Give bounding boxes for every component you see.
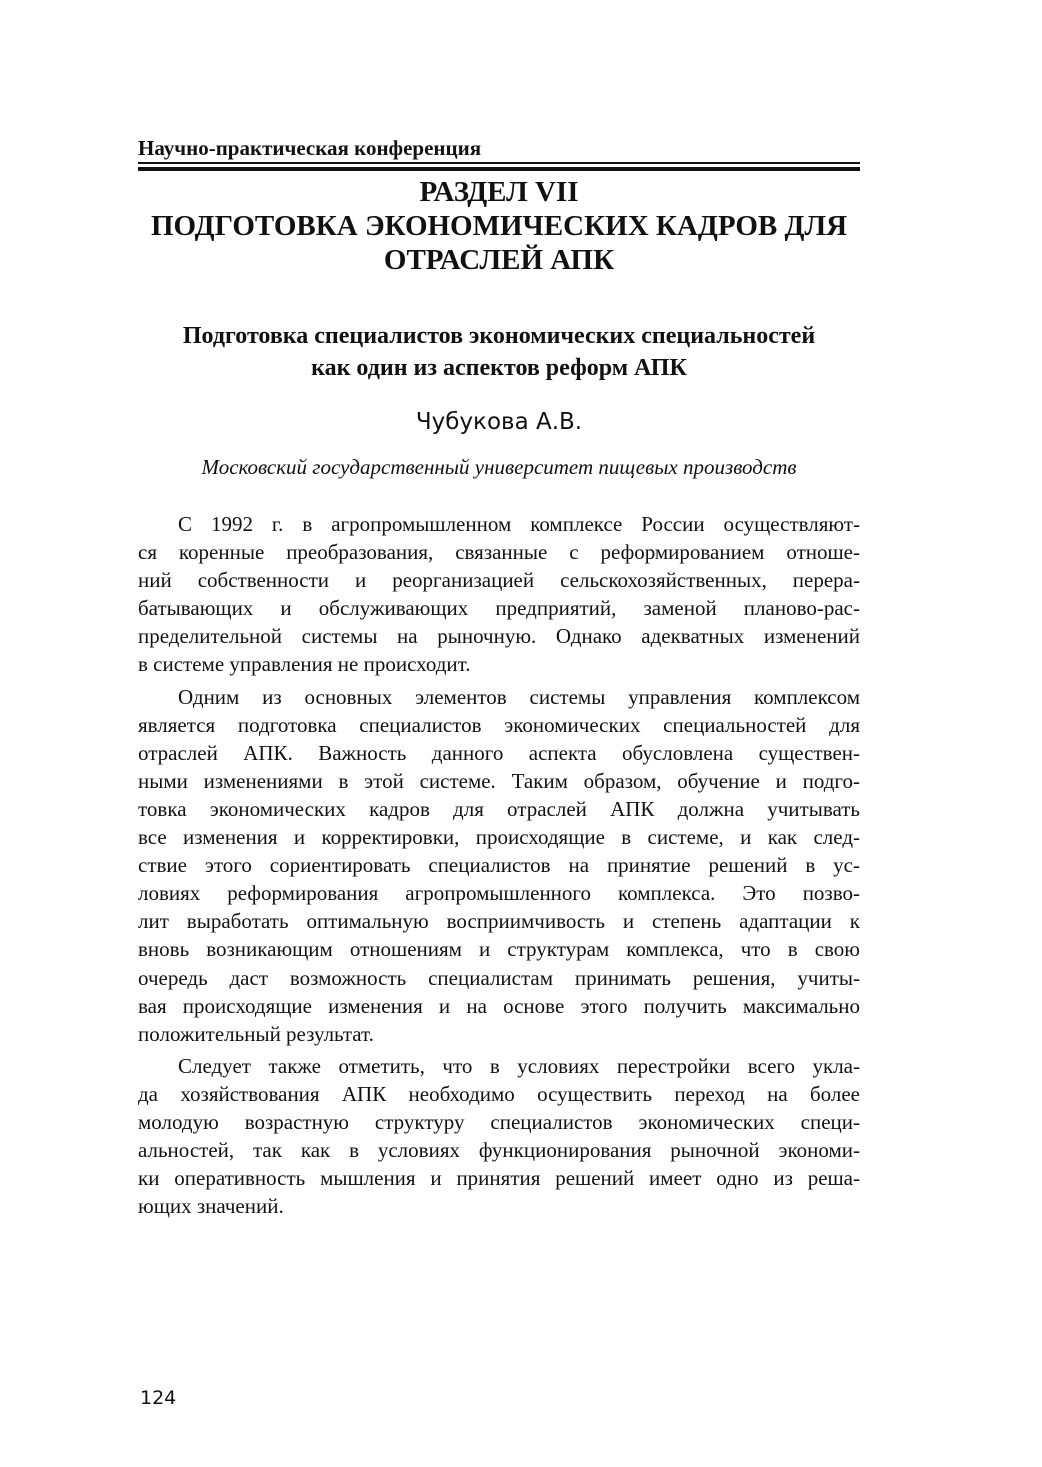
header-rule-thin: [138, 162, 860, 164]
article-title-line: Подготовка специалистов экономических специальностей: [182, 323, 816, 349]
text-line: ющих значений.: [138, 1194, 284, 1219]
text-line: положительный результат.: [138, 1021, 374, 1046]
section-heading: [138, 175, 860, 277]
article-body: [138, 510, 860, 1224]
author-name: Чубукова А.В.: [415, 409, 583, 435]
article-title: [138, 320, 860, 384]
text-line: вая происходящие изменения и на основе этого получить максимально: [138, 993, 860, 1018]
text-line: альностей, так как в условиях функционирования рыночной экономи-: [138, 1138, 860, 1163]
text-line: в системе управления не происходит.: [138, 652, 471, 677]
text-line: ствие этого сориентировать специалистов на принятие решений в ус-: [138, 853, 860, 878]
text-line: товка экономических кадров для отраслей АПК должна учитывать: [138, 796, 860, 821]
article-title-line: как один из аспектов реформ АПК: [311, 355, 687, 381]
paragraph: [138, 683, 860, 1048]
text-line: лит выработать оптимальную восприимчивость и степень адаптации к: [138, 909, 860, 934]
text-line: отраслей АПК. Важность данного аспекта обусловлена существен-: [138, 740, 860, 765]
text-line: батывающих и обслуживающих предприятий, заменой планово-рас-: [138, 596, 860, 621]
author-affiliation: Московский государственный университет пищевых производств: [201, 455, 797, 479]
text-line: является подготовка специалистов экономических специальностей для: [138, 712, 860, 737]
section-number: РАЗДЕЛ VII: [419, 176, 579, 208]
text-line: очередь даст возможность специалистам принимать решения, учиты-: [138, 965, 860, 990]
text-line: ки оперативность мышления и принятия решений имеет одно из реша-: [138, 1166, 860, 1191]
text-line: С 1992 г. в агропромышленном комплексе России осуществляют-: [178, 512, 860, 536]
text-line: Одним из основных элементов системы управления комплексом: [178, 684, 860, 709]
text-line: молодую возрастную структуру специалистов экономических специ-: [138, 1109, 860, 1134]
paragraph: [138, 1052, 860, 1221]
text-line: вновь возникающим отношениям и структурам комплекса, что в свою: [138, 937, 860, 962]
text-line: ными изменениями в этой системе. Таким образом, обучение и подго-: [138, 768, 860, 793]
text-line: все изменения и корректировки, происходящие в системе, и как след-: [138, 825, 860, 850]
section-title-line: ПОДГОТОВКА ЭКОНОМИЧЕСКИХ КАДРОВ ДЛЯ: [150, 210, 848, 242]
text-line: пределительной системы на рыночную. Однако адекватных изменений: [138, 624, 860, 649]
text-line: ся коренные преобразования, связанные с реформированием отноше-: [138, 540, 860, 565]
text-line: ний собственности и реорганизацией сельскохозяйственных, перера-: [138, 568, 860, 593]
running-head: Научно-практическая конференция: [138, 136, 482, 160]
section-title-line: ОТРАСЛЕЙ АПК: [383, 244, 615, 276]
text-line: да хозяйствования АПК необходимо осуществить переход на более: [138, 1081, 860, 1106]
header-rule-thick: [138, 167, 860, 171]
paragraph: [138, 510, 860, 679]
page-number: 124: [140, 1387, 177, 1409]
text-line: ловиях реформирования агропромышленного комплекса. Это позво-: [138, 881, 860, 906]
text-line: Следует также отметить, что в условиях перестройки всего укла-: [178, 1053, 860, 1078]
